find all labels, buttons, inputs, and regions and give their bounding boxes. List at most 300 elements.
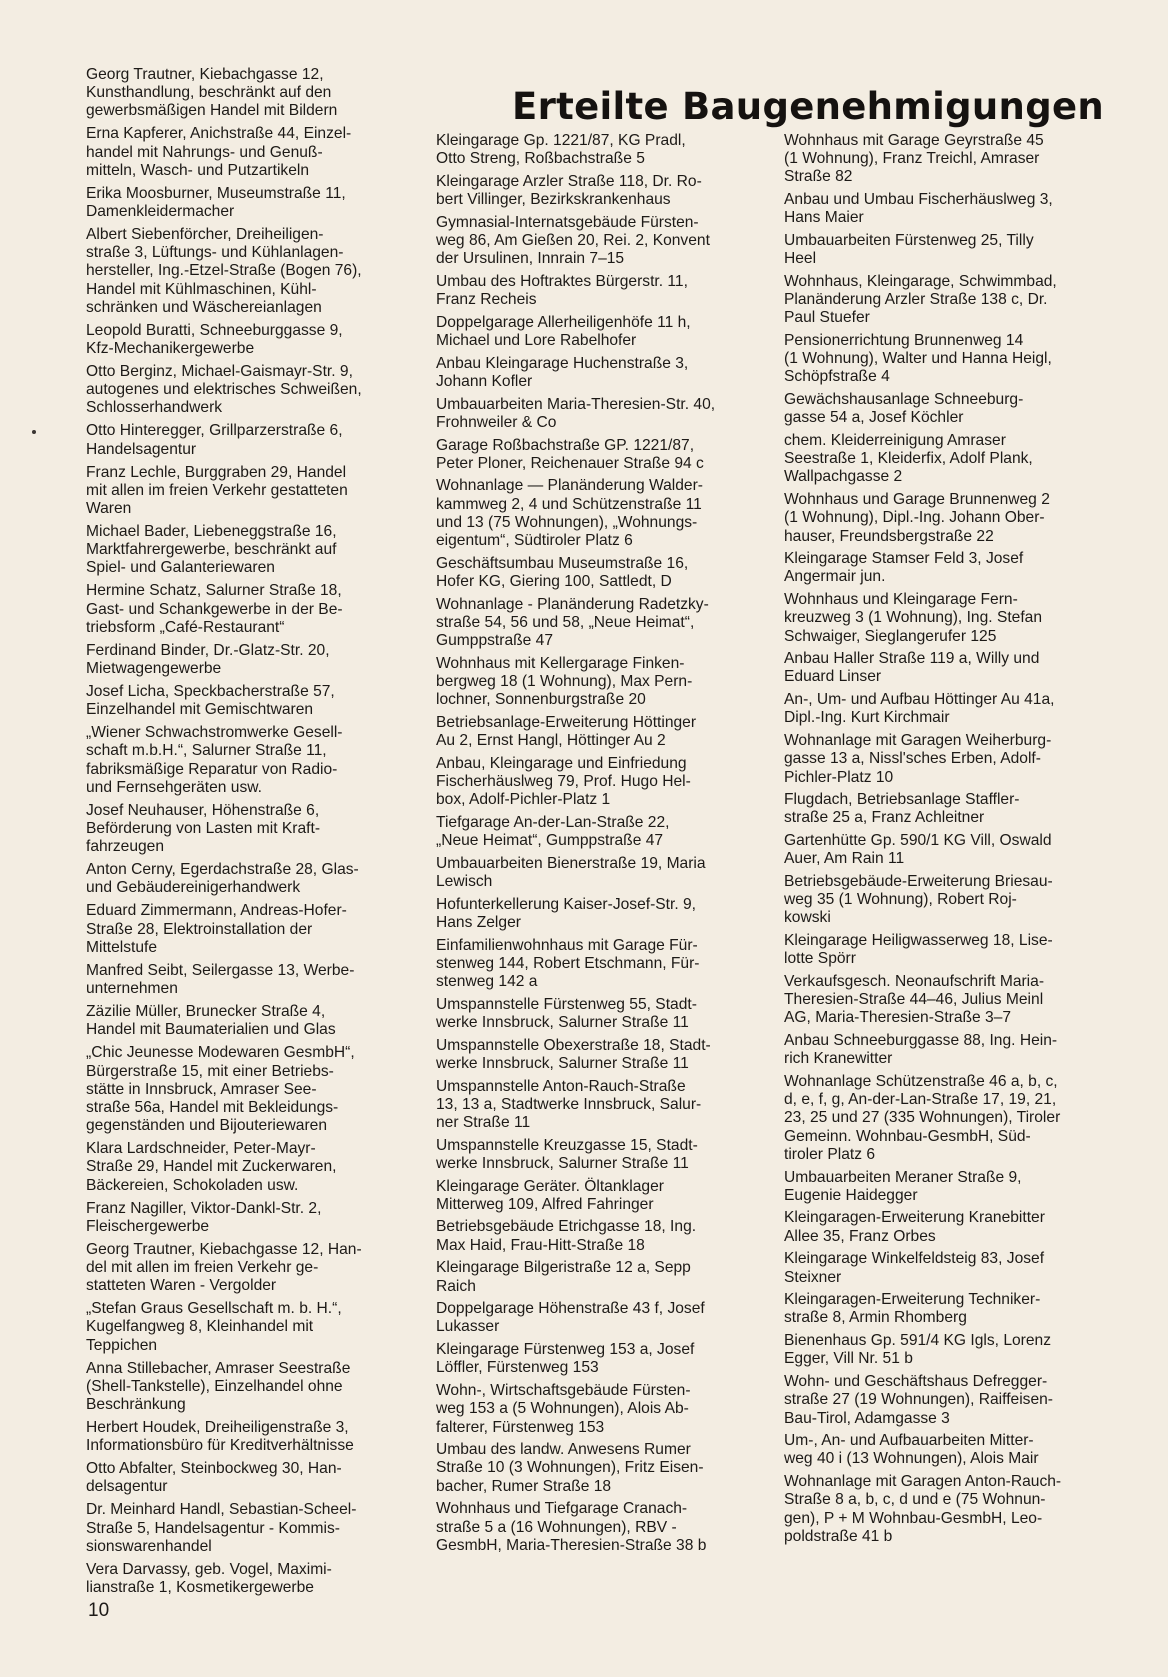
entry-line: d, e, f, g, An-der-Lan-Straße 17, 19, 21, <box>784 1091 1057 1109</box>
entry-line: Doppelgarage Höhenstraße 43 f, Josef <box>436 1300 705 1318</box>
entry-line: chem. Kleiderreinigung Amraser <box>784 432 1006 450</box>
entry-line: Kleingarage Gp. 1221/87, KG Pradl, <box>436 132 686 149</box>
entry-line: kowski <box>784 909 831 927</box>
entry-line: Leopold Buratti, Schneeburggasse 9, <box>86 321 343 339</box>
entry-line: Eduard Zimmermann, Andreas-Hofer- <box>86 902 347 920</box>
entry-line: Wohn-, Wirtschaftsgebäude Fürsten- <box>436 1382 691 1400</box>
entry-line: sionswarenhandel <box>86 1537 212 1555</box>
entry-line: der Ursulinen, Innrain 7–15 <box>436 250 625 268</box>
entry <box>86 1200 410 1236</box>
entry <box>436 996 748 1032</box>
entry-line: Anbau Kleingarage Huchenstraße 3, <box>436 354 689 372</box>
entry-line: Wohnhaus und Kleingarage Fern- <box>784 591 1018 609</box>
entry-line: Anton Cerny, Egerdachstraße 28, Glas- <box>86 861 359 879</box>
entry-line: Pichler-Platz 10 <box>784 768 894 786</box>
entry-line: Teppichen <box>86 1336 158 1354</box>
entry-line: Wohnhaus mit Garage Geyrstraße 45 <box>784 132 1044 149</box>
entry-line: Tiefgarage An-der-Lan-Straße 22, <box>436 813 670 831</box>
entry <box>784 1473 1106 1546</box>
entry-line: Zäzilie Müller, Brunecker Straße 4, <box>86 1003 326 1021</box>
entry-line: Schlosserhandwerk <box>86 399 223 417</box>
entry-line: straße 25 a, Franz Achleitner <box>784 809 985 827</box>
entry-line: Beförderung von Lasten mit Kraft- <box>86 820 321 838</box>
entry-line: Geschäftsumbau Museumstraße 16, <box>436 554 689 572</box>
entry-line: weg 40 i (13 Wohnungen), Alois Mair <box>784 1450 1039 1468</box>
entry <box>436 1300 748 1336</box>
entry-line: Betriebsgebäude Etrichgasse 18, Ing. <box>436 1218 697 1236</box>
entry-line: Kfz-Mechanikergewerbe <box>86 340 255 358</box>
entry-line: Garage Roßbachstraße GP. 1221/87, <box>436 436 695 454</box>
entry <box>436 1382 748 1437</box>
building-permits-column-left <box>436 132 748 1559</box>
entry-line: An-, Um- und Aufbau Höttinger Au 41a, <box>784 691 1055 709</box>
entry <box>86 1140 410 1195</box>
entry-line: Flugdach, Betriebsanlage Staffler- <box>784 791 1020 809</box>
entry-line: Anbau, Kleingarage und Einfriedung <box>436 754 687 772</box>
entry <box>784 332 1106 387</box>
entry-line: Mittelstufe <box>86 938 158 956</box>
entry-line: Umbauarbeiten Fürstenweg 25, Tilly <box>784 232 1034 250</box>
entry <box>86 226 410 317</box>
entry <box>436 1037 748 1073</box>
entry <box>86 363 410 418</box>
entry-line: (1 Wohnung), Franz Treichl, Amraser <box>784 150 1040 168</box>
entry-line: Hans Maier <box>784 209 864 227</box>
entry-line: Paul Stuefer <box>784 309 870 327</box>
entry-line: Kugelfangweg 8, Kleinhandel mit <box>86 1318 314 1336</box>
entry-line: Kleingarage Arzler Straße 118, Dr. Ro- <box>436 172 702 190</box>
entry <box>784 550 1106 586</box>
entry-line: Pensionerrichtung Brunnenweg 14 <box>784 332 1024 350</box>
entry <box>86 322 410 358</box>
entry-line: schaft m.b.H.“, Salurner Straße 11, <box>86 742 327 760</box>
entry-line: Erika Moosburner, Museumstraße 11, <box>86 184 346 202</box>
entry-line: GesmbH, Maria-Theresien-Straße 38 b <box>436 1536 707 1554</box>
entry-line: Wohn- und Geschäftshaus Defregger- <box>784 1373 1048 1391</box>
entry-line: Umspannstelle Obexerstraße 18, Stadt- <box>436 1036 711 1054</box>
entry-line: Anbau und Umbau Fischerhäuslweg 3, <box>784 191 1053 209</box>
entry <box>86 1501 410 1556</box>
entry-line: Einfamilienwohnhaus mit Garage Für- <box>436 936 698 954</box>
entry <box>436 173 748 209</box>
page-number: 10 <box>88 1600 110 1621</box>
entry <box>86 642 410 678</box>
entry-line: Gymnasial-Internatsgebäude Fürsten- <box>436 213 699 231</box>
entry-line: Frohnweiler & Co <box>436 413 557 431</box>
entry-line: Um-, An- und Aufbauarbeiten Mitter- <box>784 1432 1034 1450</box>
entry <box>436 1178 748 1214</box>
entry <box>784 432 1106 487</box>
entry-line: Gast- und Schankgewerbe in der Be- <box>86 600 343 618</box>
entry <box>436 437 748 473</box>
entry-line: Wohnanlage Schützenstraße 46 a, b, c, <box>784 1073 1058 1091</box>
entry-line: mitteln, Wasch- und Putzartikeln <box>86 161 310 179</box>
entry-line: Betriebsanlage-Erweiterung Höttinger <box>436 713 697 731</box>
entry <box>784 132 1106 187</box>
entry <box>436 937 748 992</box>
entry <box>86 1241 410 1296</box>
entry <box>436 714 748 750</box>
entry-line: straße 3, Lüftungs- und Kühlanlagen- <box>86 244 344 262</box>
entry-line: Bau-Tirol, Adamgasse 3 <box>784 1409 950 1427</box>
entry-line: „Neue Heimat“, Gumppstraße 47 <box>436 832 664 850</box>
entry-line: Planänderung Arzler Straße 138 c, Dr. <box>784 291 1048 309</box>
entry-line: Otto Berginz, Michael-Gaismayr-Str. 9, <box>86 363 353 381</box>
entry-line: werke Innsbruck, Salurner Straße 11 <box>436 1013 689 1031</box>
entry-line: Schwaiger, Sieglangerufer 125 <box>784 627 997 645</box>
entry-line: Michael und Lore Rabelhofer <box>436 332 637 350</box>
entry <box>436 1500 748 1555</box>
entry <box>436 273 748 309</box>
entry-line: lochner, Sonnenburgstraße 20 <box>436 691 646 709</box>
entry-line: Seestraße 1, Kleiderfix, Adolf Plank, <box>784 450 1033 468</box>
entry <box>86 683 410 719</box>
entry <box>784 650 1106 686</box>
entry-line: Gumppstraße 47 <box>436 632 554 650</box>
entry-line: Bienenhaus Gp. 591/4 KG Igls, Lorenz <box>784 1332 1051 1350</box>
entry-line: Wohnanlage mit Garagen Anton-Rauch- <box>784 1473 1062 1491</box>
entry-line: delsagentur <box>86 1478 168 1496</box>
entry-line: (1 Wohnung), Dipl.-Ing. Johann Ober- <box>784 509 1045 527</box>
entry <box>86 66 410 121</box>
entry-line: lianstraße 1, Kosmetikergewerbe <box>86 1578 314 1596</box>
print-speck <box>32 430 36 434</box>
entry-line: gasse 13 a, Nissl'sches Erben, Adolf- <box>784 750 1041 768</box>
entry-line: Auer, Am Rain 11 <box>784 850 905 868</box>
entry <box>436 314 748 350</box>
business-licenses-column <box>86 66 410 1602</box>
entry-line: Otto Hinteregger, Grillparzerstraße 6, <box>86 422 343 440</box>
entry <box>784 191 1106 227</box>
entry <box>436 896 748 932</box>
entry-line: werke Innsbruck, Salurner Straße 11 <box>436 1154 689 1172</box>
entry-line: Umbauarbeiten Meraner Straße 9, <box>784 1168 1022 1186</box>
entry-line: tiroler Platz 6 <box>784 1145 875 1163</box>
entry-line: straße 5 a (16 Wohnungen), RBV - <box>436 1518 677 1536</box>
entry-line: Kleingaragen-Erweiterung Kranebitter <box>784 1209 1045 1227</box>
entry <box>436 814 748 850</box>
entry-line: stenweg 144, Robert Etschmann, Für- <box>436 954 700 972</box>
entry <box>86 464 410 519</box>
entry <box>784 873 1106 928</box>
entry-line: autogenes und elektrisches Schweißen, <box>86 381 362 399</box>
entry <box>436 1078 748 1133</box>
entry-line: Beschränkung <box>86 1395 186 1413</box>
entry-line: Bürgerstraße 15, mit einer Betriebs- <box>86 1062 334 1080</box>
entry-line: del mit allen im freien Verkehr ge- <box>86 1258 319 1276</box>
entry <box>784 1332 1106 1368</box>
entry-line: weg 153 a (5 Wohnungen), Alois Ab- <box>436 1400 689 1418</box>
entry <box>86 125 410 180</box>
entry-line: Anbau Schneeburggasse 88, Ing. Hein- <box>784 1032 1058 1050</box>
entry-line: Wohnhaus und Garage Brunnenweg 2 <box>784 491 1050 509</box>
entry-line: Betriebsgebäude-Erweiterung Briesau- <box>784 873 1053 891</box>
entry-line: schränken und Wäschereianlagen <box>86 298 322 316</box>
entry-line: Mietwagengewerbe <box>86 660 222 678</box>
entry-line: Straße 28, Elektroinstallation der <box>86 920 313 938</box>
entry <box>784 1291 1106 1327</box>
entry-line: Hofunterkellerung Kaiser-Josef-Str. 9, <box>436 895 697 913</box>
entry-line: weg 35 (1 Wohnung), Robert Roj- <box>784 891 1017 909</box>
entry-line: „Wiener Schwachstromwerke Gesell- <box>86 724 343 742</box>
entry-line: Max Haid, Frau-Hitt-Straße 18 <box>436 1236 645 1254</box>
entry-line: Wohnhaus mit Kellergarage Finken- <box>436 654 685 672</box>
entry <box>784 1432 1106 1468</box>
entry-line: Kleingarage Geräter. Öltanklager <box>436 1177 664 1195</box>
entry <box>784 1073 1106 1164</box>
entry-line: Lukasser <box>436 1318 500 1336</box>
entry <box>86 1044 410 1135</box>
entry-line: stenweg 142 a <box>436 973 538 991</box>
entry <box>784 1250 1106 1286</box>
entry-line: Erna Kapferer, Anichstraße 44, Einzel- <box>86 125 352 143</box>
entry <box>436 755 748 810</box>
entry-line: Wohnhaus und Tiefgarage Cranach- <box>436 1500 688 1518</box>
entry-line: straße 27 (19 Wohnungen), Raiffeisen- <box>784 1391 1053 1409</box>
entry <box>436 396 748 432</box>
entry <box>784 791 1106 827</box>
entry-line: Fischerhäuslweg 79, Prof. Hugo Hel- <box>436 773 691 790</box>
entry <box>784 1209 1106 1245</box>
entry-line: Umbau des Hoftraktes Bürgerstr. 11, <box>436 272 688 290</box>
entry-line: rich Kranewitter <box>784 1050 893 1068</box>
entry-line: Albert Siebenförcher, Dreiheiligen- <box>86 226 324 244</box>
entry-line: Hofer KG, Giering 100, Sattledt, D <box>436 572 672 590</box>
entry-line: und 13 (75 Wohnungen), „Wohnungs- <box>436 513 698 531</box>
entry-line: bergweg 18 (1 Wohnung), Max Pern- <box>436 672 693 690</box>
entry-line: Eduard Linser <box>784 668 882 686</box>
entry <box>86 802 410 857</box>
entry-line: Raich <box>436 1277 476 1295</box>
entry-line: stätte in Innsbruck, Amraser See- <box>86 1080 317 1098</box>
entry-line: Straße 8 a, b, c, d und e (75 Wohnun- <box>784 1491 1046 1509</box>
entry-line: Kleingarage Bilgeristraße 12 a, Sepp <box>436 1259 691 1277</box>
entry-line: gewerbsmäßigen Handel mit Bildern <box>86 102 338 120</box>
entry <box>784 973 1106 1028</box>
entry-line: Bäckereien, Schokoladen usw. <box>86 1176 299 1194</box>
entry <box>784 732 1106 787</box>
entry-line: „Stefan Graus Gesellschaft m. b. H.“, <box>86 1300 342 1318</box>
entry <box>436 1259 748 1295</box>
entry-line: Wohnanlage — Planänderung Walder- <box>436 477 703 495</box>
entry-line: fahrzeugen <box>86 838 165 856</box>
entry-line: Herbert Houdek, Dreiheiligenstraße 3, <box>86 1418 349 1436</box>
entry <box>86 724 410 797</box>
entry <box>86 422 410 458</box>
entry-line: Kleingarage Winkelfeldsteig 83, Josef <box>784 1250 1045 1268</box>
entry-line: Mitterweg 109, Alfred Fahringer <box>436 1195 654 1213</box>
entry-line: Wallpachgasse 2 <box>784 468 903 486</box>
entry <box>86 523 410 578</box>
entry <box>784 391 1106 427</box>
entry-line: Informationsbüro für Kreditverhältnisse <box>86 1437 354 1455</box>
entry-line: Franz Recheis <box>436 291 537 309</box>
entry-line: Fleischergewerbe <box>86 1217 210 1235</box>
entry-line: und Gebäudereinigerhandwerk <box>86 879 301 897</box>
entry-line: Eugenie Haidegger <box>784 1186 918 1204</box>
entry <box>86 902 410 957</box>
entry-line: (Shell-Tankstelle), Einzelhandel ohne <box>86 1377 343 1395</box>
entry-line: gen), P + M Wohnbau-GesmbH, Leo- <box>784 1509 1043 1527</box>
entry <box>436 1218 748 1254</box>
entry-line: (1 Wohnung), Walter und Hanna Heigl, <box>784 350 1052 368</box>
entry-line: Kleingaragen-Erweiterung Techniker- <box>784 1291 1041 1309</box>
entry-line: eigentum“, Südtiroler Platz 6 <box>436 532 633 550</box>
entry-line: unternehmen <box>86 980 178 998</box>
entry-line: Egger, Vill Nr. 51 b <box>784 1350 913 1368</box>
entry-line: Dr. Meinhard Handl, Sebastian-Scheel- <box>86 1501 357 1519</box>
entry <box>436 355 748 391</box>
entry-line: weg 86, Am Gießen 20, Rei. 2, Konvent <box>436 232 710 250</box>
entry-line: Otto Streng, Roßbachstraße 5 <box>436 150 645 168</box>
entry-line: Umbauarbeiten Bienerstraße 19, Maria <box>436 854 706 872</box>
entry <box>436 855 748 891</box>
entry-line: Schöpfstraße 4 <box>784 368 890 386</box>
entry-line: Handel mit Baumaterialien und Glas <box>86 1021 336 1039</box>
entry-line: und Fernsehgeräten usw. <box>86 778 262 796</box>
entry-line: 23, 25 und 27 (335 Wohnungen), Tiroler <box>784 1109 1061 1127</box>
entry-line: Straße 10 (3 Wohnungen), Fritz Eisen- <box>436 1459 704 1477</box>
entry-line: Lewisch <box>436 873 493 891</box>
entry <box>86 1300 410 1355</box>
entry-line: Umspannstelle Kreuzgasse 15, Stadt- <box>436 1136 698 1154</box>
entry-line: Ferdinand Binder, Dr.-Glatz-Str. 20, <box>86 641 330 659</box>
entry <box>784 491 1106 546</box>
entry <box>436 132 748 168</box>
entry-line: Wohnhaus, Kleingarage, Schwimmbad, <box>784 272 1057 290</box>
entry-line: Franz Lechle, Burggraben 29, Handel <box>86 463 347 481</box>
entry-line: hauser, Freundsbergstraße 22 <box>784 527 994 545</box>
entry-line: Kleingarage Heiligwasserweg 18, Lise- <box>784 932 1053 950</box>
entry-line: Josef Neuhauser, Höhenstraße 6, <box>86 801 320 819</box>
entry-line: box, Adolf-Pichler-Platz 1 <box>436 791 611 809</box>
entry-line: Theresien-Straße 44–46, Julius Meinl <box>784 991 1044 1009</box>
entry-line: Straße 29, Handel mit Zuckerwaren, <box>86 1158 337 1176</box>
entry-line: Waren <box>86 500 132 518</box>
entry-line: triebsform „Café-Restaurant“ <box>86 618 285 636</box>
entry-line: Gemeinn. Wohnbau-GesmbH, Süd- <box>784 1127 1031 1145</box>
entry-line: fabriksmäßige Reparatur von Radio- <box>86 760 338 778</box>
entry-line: Michael Bader, Liebeneggstraße 16, <box>86 523 337 541</box>
entry-line: Löffler, Fürstenweg 153 <box>436 1359 599 1377</box>
entry-line: bacher, Rumer Straße 18 <box>436 1477 612 1495</box>
entry-line: Georg Trautner, Kiebachgasse 12, Han- <box>86 1240 362 1258</box>
entry-line: Franz Nagiller, Viktor-Dankl-Str. 2, <box>86 1199 322 1217</box>
entry-line: Straße 82 <box>784 168 853 186</box>
page-title: Erteilte Baugenehmigungen <box>512 84 1105 128</box>
entry-line: Dipl.-Ing. Kurt Kirchmair <box>784 709 950 727</box>
entry-line: Peter Ploner, Reichenauer Straße 94 c <box>436 454 704 472</box>
entry-line: bert Villinger, Bezirkskrankenhaus <box>436 191 671 209</box>
entry-line: Steixner <box>784 1268 842 1286</box>
entry <box>86 1561 410 1597</box>
entry-line: Hermine Schatz, Salurner Straße 18, <box>86 582 342 600</box>
entry-line: kammweg 2, 4 und Schützenstraße 11 <box>436 495 702 513</box>
entry-line: Anna Stillebacher, Amraser Seestraße <box>86 1359 351 1377</box>
entry-line: Damenkleidermacher <box>86 203 235 221</box>
entry-line: poldstraße 41 b <box>784 1527 893 1545</box>
entry-line: Handel mit Kühlmaschinen, Kühl- <box>86 280 317 298</box>
entry-line: Gewächshausanlage Schneeburg- <box>784 391 1024 409</box>
entry-line: Kunsthandlung, beschränkt auf den <box>86 84 332 102</box>
entry-line: Einzelhandel mit Gemischtwaren <box>86 701 314 719</box>
entry-line: AG, Maria-Theresien-Straße 3–7 <box>784 1009 1012 1027</box>
entry <box>86 185 410 221</box>
entry-line: Verkaufsgesch. Neonaufschrift Maria- <box>784 973 1045 991</box>
entry-line: werke Innsbruck, Salurner Straße 11 <box>436 1054 689 1072</box>
entry-line: handel mit Nahrungs- und Genuß- <box>86 143 323 161</box>
entry-line: gasse 54 a, Josef Köchler <box>784 409 964 427</box>
entry <box>436 477 748 550</box>
entry-line: Kleingarage Stamser Feld 3, Josef <box>784 550 1024 568</box>
entry <box>86 582 410 637</box>
entry <box>86 1460 410 1496</box>
entry-line: Kleingarage Fürstenweg 153 a, Josef <box>436 1341 695 1359</box>
entry-line: falterer, Fürstenweg 153 <box>436 1418 605 1436</box>
entry-line: Anbau Haller Straße 119 a, Willy und <box>784 650 1040 668</box>
entry-line: Umbauarbeiten Maria-Theresien-Str. 40, <box>436 395 716 413</box>
entry-line: Vera Darvassy, geb. Vogel, Maximi- <box>86 1560 332 1578</box>
entry <box>784 1169 1106 1205</box>
entry-line: lotte Spörr <box>784 950 856 968</box>
entry <box>784 1373 1106 1428</box>
entry-line: Umspannstelle Anton-Rauch-Straße <box>436 1077 686 1095</box>
entry-line: Wohnanlage mit Garagen Weiherburg- <box>784 732 1052 750</box>
entry-line: Au 2, Ernst Hangl, Höttinger Au 2 <box>436 732 666 750</box>
entry <box>784 832 1106 868</box>
entry-line: „Chic Jeunesse Modewaren GesmbH“, <box>86 1044 355 1062</box>
entry <box>436 1341 748 1377</box>
entry-line: Hans Zelger <box>436 913 521 931</box>
entry <box>436 1441 748 1496</box>
entry-line: gegenständen und Bijouteriewaren <box>86 1117 328 1135</box>
entry <box>436 655 748 710</box>
entry <box>86 962 410 998</box>
entry-line: 13, 13 a, Stadtwerke Innsbruck, Salur- <box>436 1095 702 1113</box>
entry <box>86 1003 410 1039</box>
entry <box>86 1419 410 1455</box>
entry <box>86 861 410 897</box>
entry-line: hersteller, Ing.-Etzel-Straße (Bogen 76), <box>86 262 362 280</box>
entry <box>784 932 1106 968</box>
entry-line: Straße 5, Handelsagentur - Kommis- <box>86 1519 340 1537</box>
entry-line: Umspannstelle Fürstenweg 55, Stadt- <box>436 995 697 1013</box>
entry-line: Wohnanlage - Planänderung Radetzky- <box>436 595 709 613</box>
entry-line: Klara Lardschneider, Peter-Mayr- <box>86 1140 316 1158</box>
entry <box>436 1137 748 1173</box>
entry-line: Handelsagentur <box>86 440 197 458</box>
entry <box>784 591 1106 646</box>
entry <box>784 273 1106 328</box>
entry-line: Georg Trautner, Kiebachgasse 12, <box>86 66 324 83</box>
building-permits-column-right <box>784 132 1106 1550</box>
entry <box>436 555 748 591</box>
entry-line: Gartenhütte Gp. 590/1 KG Vill, Oswald <box>784 832 1052 850</box>
entry <box>784 691 1106 727</box>
entry <box>784 232 1106 268</box>
entry <box>436 596 748 651</box>
entry-line: Spiel- und Galanteriewaren <box>86 559 275 577</box>
entry-line: ner Straße 11 <box>436 1113 531 1131</box>
entry-line: statteten Waren - Vergolder <box>86 1277 277 1295</box>
entry <box>436 214 748 269</box>
entry-line: straße 56a, Handel mit Bekleidungs- <box>86 1098 339 1116</box>
entry-line: Heel <box>784 250 817 268</box>
entry-line: Johann Kofler <box>436 372 533 390</box>
entry-line: Allee 35, Franz Orbes <box>784 1227 936 1245</box>
entry-line: mit allen im freien Verkehr gestatteten <box>86 481 348 499</box>
entry <box>784 1032 1106 1068</box>
